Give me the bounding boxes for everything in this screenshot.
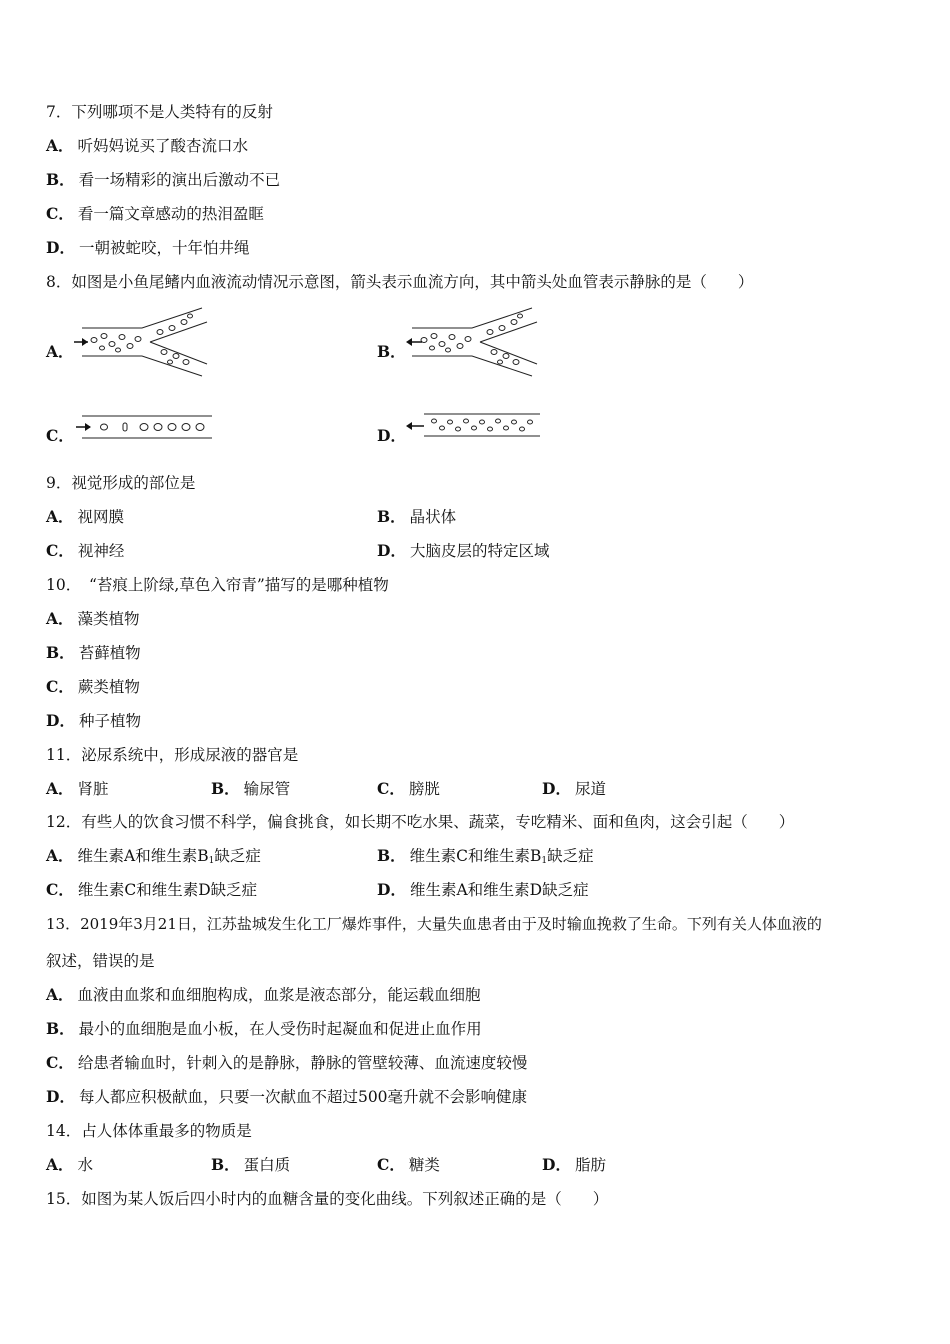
q10-option-a[interactable]: A． 藻类植物	[46, 609, 140, 628]
option-text: 听妈妈说买了酸杏流口水	[77, 137, 249, 155]
q14-option-b[interactable]: B． 蛋白质	[211, 1155, 291, 1174]
option-label: B．	[46, 170, 75, 189]
q8-diagram-b	[402, 306, 547, 378]
q9-option-d[interactable]: D． 大脑皮层的特定区域	[377, 541, 550, 560]
option-label: C．	[46, 204, 74, 223]
q8-option-d-label[interactable]: D．	[377, 426, 406, 445]
option-text: 看一篇文章感动的热泪盈眶	[77, 205, 264, 223]
question-15-stem: 15．如图为某人饭后四小时内的血糖含量的变化曲线。下列叙述正确的是（ ）	[46, 1190, 609, 1208]
q12-option-c[interactable]: C． 维生素C和维生素D缺乏症	[46, 880, 258, 899]
q8-diagram-c	[72, 412, 217, 442]
question-9-stem: 9．视觉形成的部位是	[46, 474, 196, 492]
question-12-stem: 12．有些人的饮食习惯不科学，偏食挑食，如长期不吃水果、蔬菜，专吃精米、面和鱼肉，这会引起（ ）	[46, 813, 795, 831]
question-13-stem-line1: 13．2019年3月21日，江苏盐城发生化工厂爆炸事件，大量失血患者由于及时输血挽救了生命。下列有关人体血液的	[46, 915, 822, 933]
question-14-stem: 14．占人体体重最多的物质是	[46, 1122, 252, 1140]
question-13-stem-line2: 叙述，错误的是	[46, 952, 155, 970]
q10-option-d[interactable]: D． 种子植物	[46, 711, 141, 730]
question-10-stem: 10． “苔痕上阶绿,草色入帘青”描写的是哪种植物	[46, 576, 389, 594]
q12-option-d[interactable]: D． 维生素A和维生素D缺乏症	[377, 880, 589, 899]
q13-option-b[interactable]: B． 最小的血细胞是血小板，在人受伤时起凝血和促进止血作用	[46, 1019, 482, 1038]
q7-option-c[interactable]	[46, 204, 264, 224]
option-text: 看一场精彩的演出后激动不已	[78, 171, 281, 189]
q8-diagram-a	[72, 306, 217, 378]
q13-option-c[interactable]: C． 给患者输血时，针刺入的是静脉，静脉的管壁较薄、血流速度较慢	[46, 1053, 528, 1072]
option-label: D．	[46, 238, 75, 257]
q8-option-c-label[interactable]: C．	[46, 426, 74, 445]
q8-option-b-label[interactable]: B．	[377, 342, 406, 361]
q11-option-c[interactable]: C． 膀胱	[377, 779, 440, 798]
q10-option-c[interactable]: C． 蕨类植物	[46, 677, 140, 696]
q8-option-a-label[interactable]: A．	[46, 342, 74, 361]
q14-option-d[interactable]: D． 脂肪	[542, 1155, 606, 1174]
q9-option-b[interactable]: B． 晶状体	[377, 507, 457, 526]
q11-option-d[interactable]: D． 尿道	[542, 779, 606, 798]
q13-option-a[interactable]: A． 血液由血浆和血细胞构成，血浆是液态部分，能运载血细胞	[46, 985, 481, 1004]
q11-option-a[interactable]: A． 肾脏	[46, 779, 109, 798]
q7-option-a[interactable]	[46, 136, 248, 156]
option-text: 一朝被蛇咬，十年怕井绳	[78, 239, 250, 257]
option-label: A．	[46, 136, 74, 155]
q9-option-c[interactable]: C． 视神经	[46, 541, 125, 560]
q12-option-b[interactable]: B． 维生素C和维生素$B_1$缺乏症	[377, 846, 594, 866]
q13-option-d[interactable]: D． 每人都应积极献血，只要一次献血不超过500毫升就不会影响健康	[46, 1087, 528, 1106]
q8-diagram-d	[402, 410, 547, 440]
q7-option-d[interactable]	[46, 238, 249, 258]
q7-option-b[interactable]	[46, 170, 280, 190]
q9-option-a[interactable]: A． 视网膜	[46, 507, 125, 526]
q14-option-c[interactable]: C． 糖类	[377, 1155, 440, 1174]
q10-option-b[interactable]: B． 苔藓植物	[46, 643, 141, 662]
q12-option-a[interactable]: A． 维生素A和维生素$B_1$缺乏症	[46, 846, 261, 866]
question-11-stem: 11．泌尿系统中，形成尿液的器官是	[46, 746, 299, 764]
question-8-stem: 8．如图是小鱼尾鳍内血液流动情况示意图，箭头表示血流方向，其中箭头处血管表示静脉的是（ ）	[46, 273, 754, 291]
q14-option-a[interactable]: A． 水	[46, 1155, 94, 1174]
question-7-stem: 7．下列哪项不是人类特有的反射	[46, 103, 273, 121]
q11-option-b[interactable]: B． 输尿管	[211, 779, 291, 798]
